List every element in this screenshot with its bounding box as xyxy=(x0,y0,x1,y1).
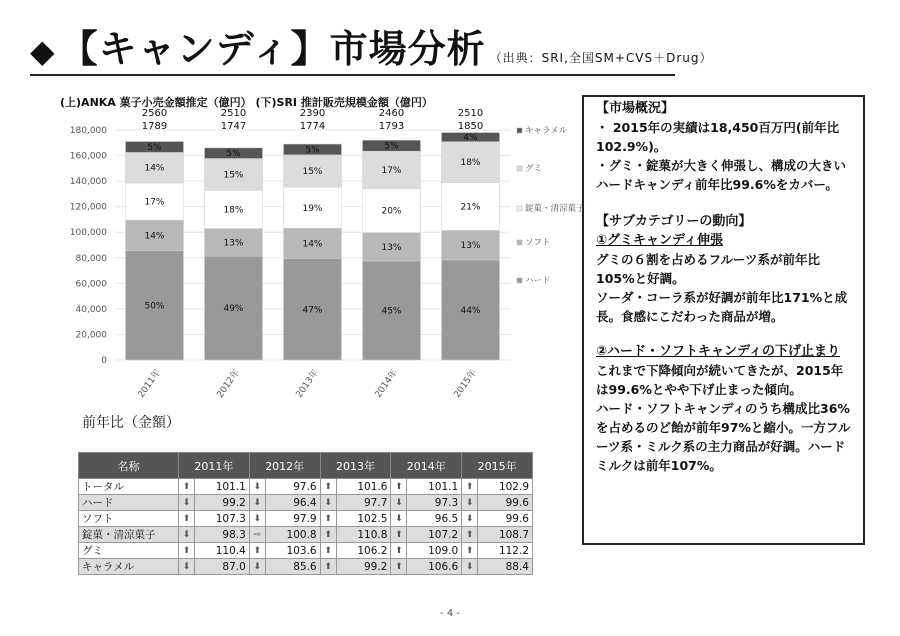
total-label-sri: 1789 xyxy=(141,121,168,132)
arrow-up-icon: ⬆ xyxy=(179,543,195,559)
yoy-value: 87.0 xyxy=(195,559,250,575)
panel-subheading: ①グミキャンディ伸張 xyxy=(596,233,723,248)
panel-text: ・ 2015年の実績は18,450百万円(前年比102.9%)。 xyxy=(596,120,840,154)
legend-swatch xyxy=(517,128,522,133)
arrow-up-icon: ⬆ xyxy=(462,527,478,543)
arrow-down-icon: ⬇ xyxy=(462,559,478,575)
panel-text: ソーダ・コーラ系が好調が前年比171%と成長。食感にこだわった商品が増。 xyxy=(596,290,848,324)
data-label: 13% xyxy=(223,238,244,249)
x-tick-label: 2014年 xyxy=(373,367,400,400)
arrow-up-icon: ⬆ xyxy=(391,543,407,559)
arrow-down-icon: ⬇ xyxy=(462,495,478,511)
panel-heading-overview: 【市場概況】 xyxy=(596,101,675,116)
yoy-table-header xyxy=(79,453,533,479)
x-tick-label: 2013年 xyxy=(294,367,321,400)
row-name: ソフト xyxy=(79,511,179,527)
table-row xyxy=(79,559,533,575)
arrow-down-icon: ⬇ xyxy=(249,559,265,575)
title-underline xyxy=(30,74,675,76)
data-label: 18% xyxy=(223,205,244,216)
yoy-value: 99.2 xyxy=(336,559,391,575)
data-label: 5% xyxy=(384,141,399,152)
yoy-value: 101.1 xyxy=(407,479,462,495)
page-title xyxy=(30,18,713,73)
data-label: 15% xyxy=(223,170,244,181)
arrow-down-icon: ⬇ xyxy=(462,511,478,527)
arrow-down-icon: ⬇ xyxy=(320,495,336,511)
legend-label: 錠菓・清涼菓子 xyxy=(525,204,585,214)
arrow-up-icon: ⬆ xyxy=(320,479,336,495)
panel-text: ・グミ・錠菓が大きく伸張し、構成の大きいハードキャンディ前年比99.6%をカバー。 xyxy=(596,158,847,192)
yoy-value: 101.1 xyxy=(195,479,250,495)
yoy-value: 107.3 xyxy=(195,511,250,527)
arrow-up-icon: ⬆ xyxy=(391,479,407,495)
arrow-down-icon: ⬇ xyxy=(249,495,265,511)
column-header: 2014年 xyxy=(391,453,462,479)
title-source: （出典：SRI,全国SM+CVS＋Drug） xyxy=(489,51,713,65)
legend-swatch xyxy=(517,278,522,283)
data-label: 49% xyxy=(223,304,244,315)
arrow-up-icon: ⬆ xyxy=(462,543,478,559)
row-name: キャラメル xyxy=(79,559,179,575)
arrow-right-icon: ⇨ xyxy=(249,527,265,543)
row-name: トータル xyxy=(79,479,179,495)
arrow-up-icon: ⬆ xyxy=(391,559,407,575)
yoy-value: 112.2 xyxy=(478,543,533,559)
total-label-sri: 1774 xyxy=(299,121,326,132)
y-tick-label: 40,000 xyxy=(75,304,107,315)
yoy-value: 100.8 xyxy=(265,527,320,543)
data-label: 13% xyxy=(381,242,402,253)
table-row xyxy=(79,543,533,559)
legend-label: ソフト xyxy=(525,238,551,248)
yoy-value: 110.8 xyxy=(336,527,391,543)
arrow-up-icon: ⬆ xyxy=(462,479,478,495)
yoy-value: 88.4 xyxy=(478,559,533,575)
data-label: 5% xyxy=(147,142,162,153)
arrow-up-icon: ⬆ xyxy=(320,527,336,543)
table-row xyxy=(79,479,533,495)
market-summary-panel xyxy=(582,95,865,545)
data-label: 17% xyxy=(144,197,165,208)
x-tick-label: 2012年 xyxy=(215,367,242,400)
legend-label: グミ xyxy=(525,164,543,174)
total-label-anka: 2390 xyxy=(299,108,326,119)
yoy-value: 97.9 xyxy=(265,511,320,527)
yoy-value: 96.5 xyxy=(407,511,462,527)
yoy-value: 97.6 xyxy=(265,479,320,495)
column-header: 2015年 xyxy=(462,453,533,479)
yoy-value: 97.3 xyxy=(407,495,462,511)
column-header: 名称 xyxy=(79,453,179,479)
total-label-anka: 2560 xyxy=(141,108,168,119)
data-label: 14% xyxy=(144,231,165,242)
yoy-value: 109.0 xyxy=(407,543,462,559)
table-row xyxy=(79,511,533,527)
yoy-title: 前年比（金額） xyxy=(82,415,180,431)
arrow-down-icon: ⬇ xyxy=(249,479,265,495)
panel-text: グミの６割を占めるフルーツ系が前年比105%と好調。 xyxy=(596,252,821,286)
page-number: - 4 - xyxy=(440,608,460,619)
panel-heading-subcategory: 【サブカテゴリーの動向】 xyxy=(596,214,752,229)
column-header: 2011年 xyxy=(179,453,250,479)
yoy-value: 99.2 xyxy=(195,495,250,511)
arrow-down-icon: ⬇ xyxy=(391,511,407,527)
table-row xyxy=(79,495,533,511)
yoy-value: 108.7 xyxy=(478,527,533,543)
total-label-sri: 1850 xyxy=(457,121,484,132)
arrow-up-icon: ⬆ xyxy=(391,527,407,543)
data-label: 50% xyxy=(144,301,165,312)
arrow-up-icon: ⬆ xyxy=(179,511,195,527)
column-header: 2012年 xyxy=(249,453,320,479)
data-label: 21% xyxy=(460,202,481,213)
yoy-value: 97.7 xyxy=(336,495,391,511)
y-tick-label: 20,000 xyxy=(75,330,107,341)
legend-label: ハード xyxy=(525,276,551,286)
y-tick-label: 0 xyxy=(101,356,107,366)
yoy-value: 106.2 xyxy=(336,543,391,559)
y-tick-label: 160,000 xyxy=(69,151,107,162)
data-label: 47% xyxy=(302,305,323,316)
y-tick-label: 80,000 xyxy=(75,253,107,264)
arrow-up-icon: ⬆ xyxy=(320,559,336,575)
yoy-value: 99.6 xyxy=(478,495,533,511)
row-name: 錠菓・清涼菓子 xyxy=(79,527,179,543)
data-label: 13% xyxy=(460,241,481,252)
total-label-anka: 2510 xyxy=(457,108,484,119)
data-label: 15% xyxy=(302,167,323,178)
y-tick-label: 100,000 xyxy=(69,228,107,239)
data-label: 4% xyxy=(463,133,478,144)
chart-header: (上)ANKA 菓子小売金額推定（億円） (下)SRI 推計販売規模金額（億円） xyxy=(60,96,433,109)
arrow-down-icon: ⬇ xyxy=(179,495,195,511)
data-label: 5% xyxy=(305,145,320,156)
legend-swatch xyxy=(517,206,522,211)
arrow-down-icon: ⬇ xyxy=(391,495,407,511)
data-label: 20% xyxy=(381,206,402,217)
panel-subheading: ②ハード・ソフトキャンディの下げ止まり xyxy=(596,344,840,359)
legend-swatch xyxy=(517,240,522,245)
data-label: 14% xyxy=(144,163,165,174)
panel-text: これまで下降傾向が続いてきたが、2015年は99.6%とやや下げ止まった傾向。 xyxy=(596,363,844,397)
yoy-value: 96.4 xyxy=(265,495,320,511)
arrow-down-icon: ⬇ xyxy=(179,559,195,575)
yoy-value: 85.6 xyxy=(265,559,320,575)
y-tick-label: 60,000 xyxy=(75,279,107,290)
panel-text: ハード・ソフトキャンディのうち構成比36%を占めるのど飴が前年97%と縮小。一方フルーツ系・ミルク系の主力商品が好調。ハードミルクは前年107%。 xyxy=(596,401,851,473)
yoy-value: 101.6 xyxy=(336,479,391,495)
total-label-sri: 1747 xyxy=(220,121,247,132)
yoy-value: 99.6 xyxy=(478,511,533,527)
table-row xyxy=(79,527,533,543)
column-header: 2013年 xyxy=(320,453,391,479)
total-label-sri: 1793 xyxy=(378,121,405,132)
legend-label: キャラメル xyxy=(525,126,568,136)
diamond-icon: ◆ xyxy=(30,32,56,70)
arrow-down-icon: ⬇ xyxy=(249,511,265,527)
x-tick-label: 2015年 xyxy=(452,367,479,400)
yoy-value: 106.6 xyxy=(407,559,462,575)
y-tick-label: 140,000 xyxy=(69,177,107,188)
data-label: 44% xyxy=(460,305,481,316)
row-name: グミ xyxy=(79,543,179,559)
arrow-up-icon: ⬆ xyxy=(320,511,336,527)
arrow-down-icon: ⬇ xyxy=(179,527,195,543)
total-label-anka: 2460 xyxy=(378,108,405,119)
yoy-value: 103.6 xyxy=(265,543,320,559)
arrow-up-icon: ⬆ xyxy=(179,479,195,495)
data-label: 19% xyxy=(302,203,323,214)
data-label: 17% xyxy=(381,165,402,176)
data-label: 18% xyxy=(460,158,481,169)
y-tick-label: 180,000 xyxy=(69,126,107,136)
arrow-up-icon: ⬆ xyxy=(320,543,336,559)
total-label-anka: 2510 xyxy=(220,108,247,119)
x-tick-label: 2011年 xyxy=(136,367,163,400)
yoy-value: 107.2 xyxy=(407,527,462,543)
data-label: 14% xyxy=(302,239,323,250)
y-tick-label: 120,000 xyxy=(69,202,107,213)
legend-swatch xyxy=(517,166,522,171)
arrow-up-icon: ⬆ xyxy=(249,543,265,559)
yoy-value: 110.4 xyxy=(195,543,250,559)
data-label: 5% xyxy=(226,149,241,160)
yoy-value: 102.5 xyxy=(336,511,391,527)
yoy-table xyxy=(78,452,533,575)
yoy-value: 102.9 xyxy=(478,479,533,495)
yoy-value: 98.3 xyxy=(195,527,250,543)
row-name: ハード xyxy=(79,495,179,511)
stacked-bar-chart xyxy=(55,102,585,402)
title-main: 【キャンディ】市場分析 xyxy=(59,27,486,71)
data-label: 45% xyxy=(381,306,402,317)
